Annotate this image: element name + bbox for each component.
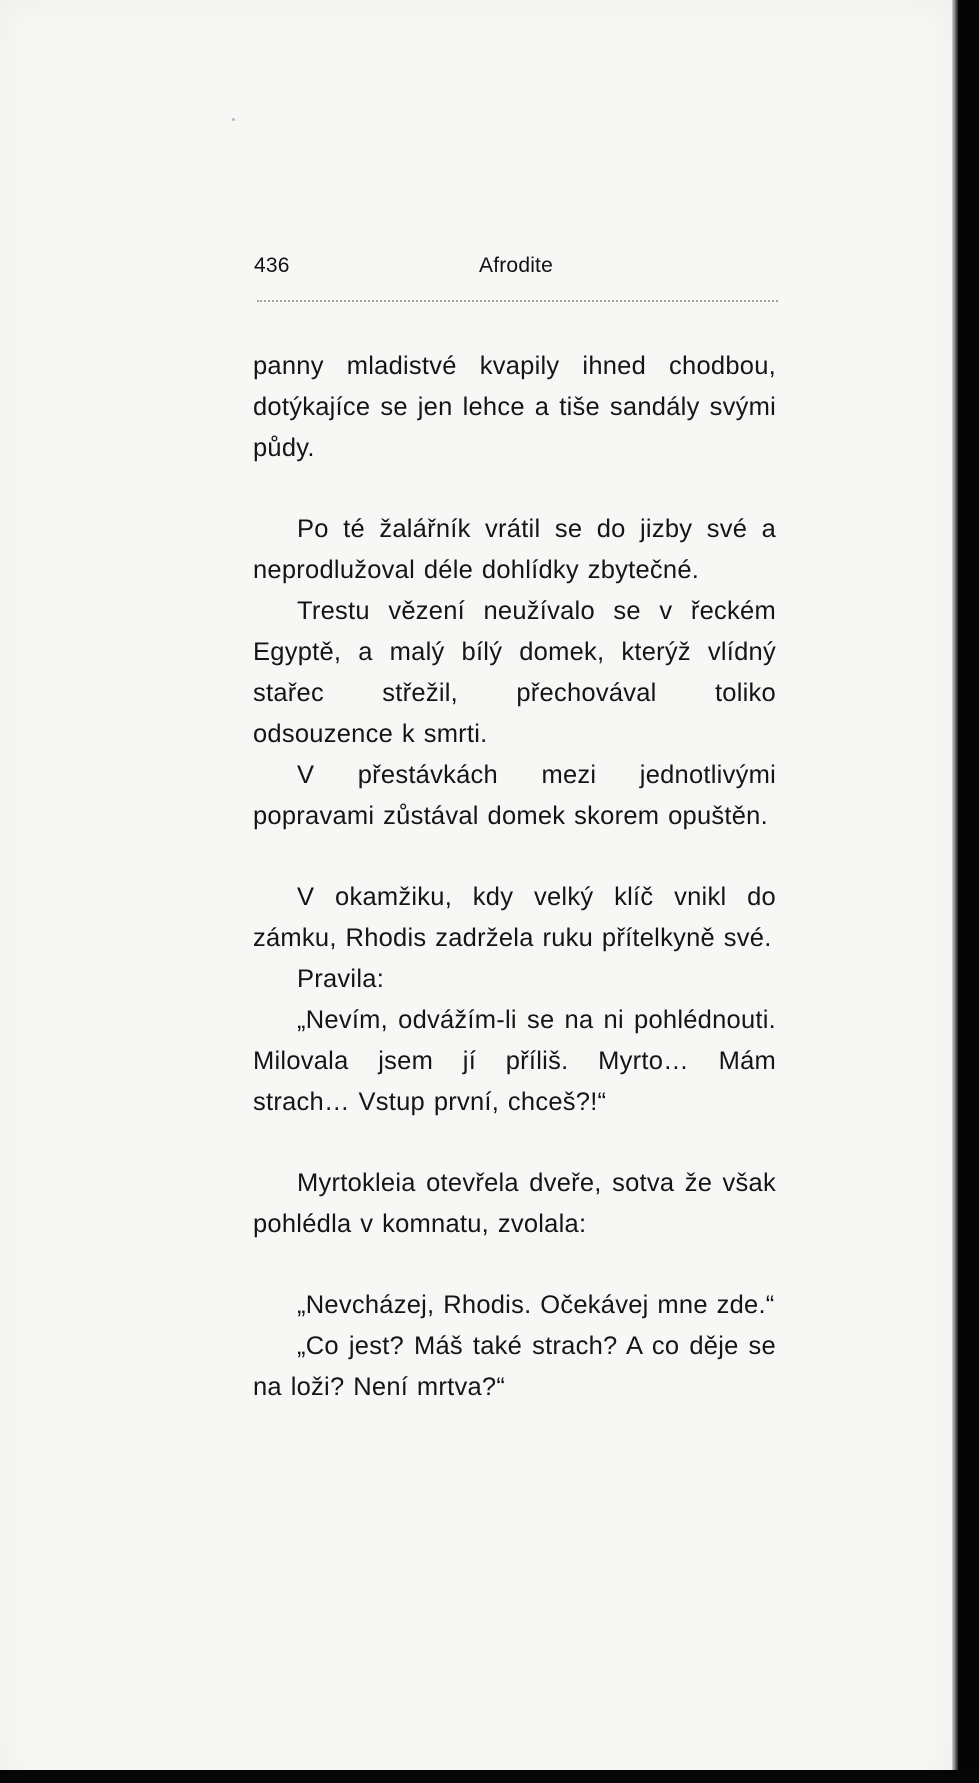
page-number: 436 — [254, 254, 290, 277]
paragraph-3: Trestu vězení neužívalo se v řeckém Egyptě, a malý bílý domek, kterýž vlídný stařec střežil, přechovával toliko odsouzence k smrti. — [253, 597, 776, 748]
running-title: Afrodite — [479, 254, 553, 277]
paragraph-8: Myrtokleia otevřela dveře, sotva že však pohlédla v komnatu, zvolala: — [253, 1169, 776, 1238]
body-text — [253, 346, 776, 1408]
paragraph-1: panny mladistvé kvapily ihned chodbou, dotýkajíce se jen lehce a tiše sandály svými půdy. — [253, 352, 776, 462]
page-bottom-edge-shadow — [0, 1770, 979, 1783]
paragraph-9: „Nevcházej, Rhodis. Očekávej mne zde.“ — [297, 1291, 775, 1319]
paragraph-5: V okamžiku, kdy velký klíč vnikl do zámku, Rhodis zadržela ruku přítelkyně své. — [253, 883, 776, 952]
paragraph-6: Pravila: — [297, 965, 385, 993]
paragraph-2: Po té žalářník vrátil se do jizby své a neprodlužoval déle dohlídky zbytečné. — [253, 515, 776, 584]
paragraph-10: „Co jest? Máš také strach? A co děje se na loži? Není mrtva?“ — [253, 1332, 776, 1401]
paragraph-4: V přestávkách mezi jednotlivými popravami zůstával domek skorem opuštěn. — [253, 761, 776, 830]
paper-speck — [232, 118, 235, 121]
page-header — [254, 254, 777, 286]
page-right-edge-shadow — [952, 0, 979, 1783]
header-rule — [257, 300, 778, 302]
paragraph-7: „Nevím, odvážím-li se na ni pohlédnouti. Milovala jsem jí příliš. Myrto… Mám strach… Vstup první, chceš?!“ — [253, 1006, 776, 1116]
